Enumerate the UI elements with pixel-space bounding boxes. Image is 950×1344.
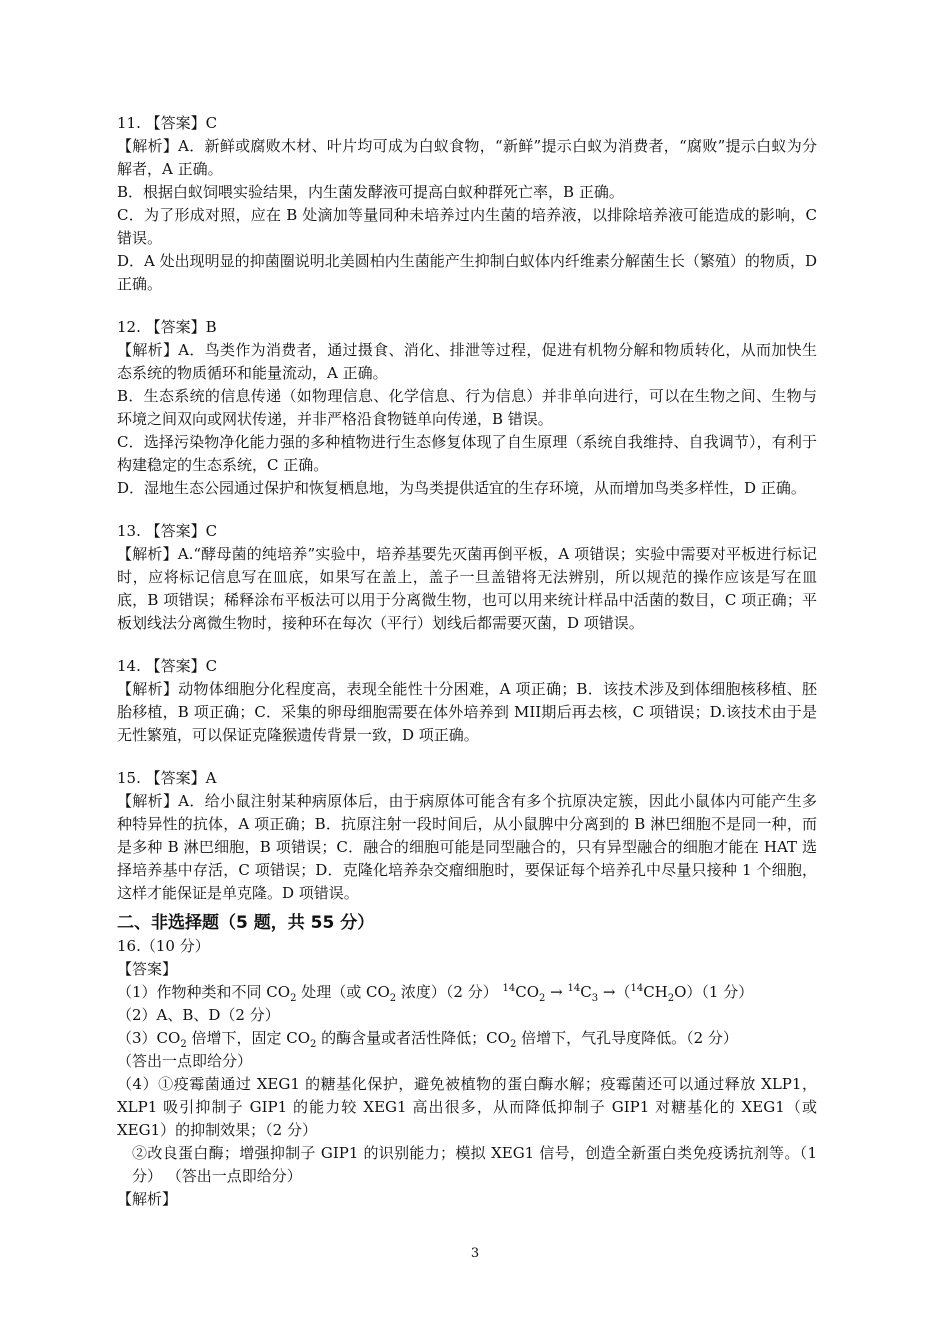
q16-part3-note: （答出一点即给分） [117,1052,253,1070]
q12-analysis-d: D．湿地生态公园通过保护和恢复栖息地，为鸟类提供适宜的生存环境，从而增加鸟类多样性，D 正确。 [117,479,806,497]
section-title: 二、非选择题（5 题，共 55 分） [117,913,375,933]
q11-analysis-c: C．为了形成对照，应在 B 处滴加等量同种未培养过内生菌的培养液，以排除培养液可能造成的影响，C 错误。 [117,206,817,247]
q12-answer: 12. 【答案】B [117,318,217,336]
q15-analysis: 【解析】A．给小鼠注射某种病原体后，由于病原体可能含有多个抗原决定簇，因此小鼠体内可能产生多种特异性的抗体，A 项正确；B．抗原注射一段时间后，从小鼠脾中分离到的 B 淋巴细胞不是同一种，而是多种 B 淋巴细胞，B 项错误；C．融合的细胞可能是同型融合的，只有异型融合的细胞才能在 HAT 选择培养基中存活，C 项错误；D．克隆化培养杂交瘤细胞时，要保证每个培养孔中尽量只接种 1 个细胞，这样才能保证是单克隆。D 项错误。 [117,792,817,902]
q12-analysis-b: B．生态系统的信息传递（如物理信息、化学信息、行为信息）并非单向进行，可以在生物之间、生物与环境之间双向或网状传递，并非严格沿食物链单向传递，B 错误。 [117,387,817,428]
document-page [117,112,817,1211]
q13-analysis: 【解析】A.“酵母菌的纯培养”实验中，培养基要先灭菌再倒平板，A 项错误；实验中需要对平板进行标记时，应将标记信息写在皿底，如果写在盖上，盖子一旦盖错将无法辨别，所以规范的操作应该是写在皿底，B 项错误；稀释涂布平板法可以用于分离微生物，也可以用来统计样品中活菌的数目，C 项正确；平板划线法分离微生物时，接种环在每次（平行）划线后都需要灭菌，D 项错误。 [117,545,817,632]
q15-answer: 15. 【答案】A [117,769,217,787]
q16-header: 16.（10 分） [117,937,210,955]
page-number: 3 [470,1246,480,1261]
q11-analysis-b: B．根据白蚁饲喂实验结果，内生菌发酵液可提高白蚁种群死亡率，B 正确。 [117,183,624,201]
q12-analysis-c: C．选择污染物净化能力强的多种植物进行生态修复体现了自生原理（系统自我维持、自我调节），有利于构建稳定的生态系统，C 正确。 [117,433,817,474]
q14-analysis: 【解析】动物体细胞分化程度高，表现全能性十分困难，A 项正确；B．该技术涉及到体细胞核移植、胚胎移植，B 项正确；C．采集的卵母细胞需要在体外培养到 MII期后再去核，C 项错误；D.该技术由于是无性繁殖，可以保证克隆猴遗传背景一致，D 项正确。 [117,680,817,744]
q12-analysis-a: 【解析】A．鸟类作为消费者，通过摄食、消化、排泄等过程，促进有机物分解和物质转化，从而加快生态系统的物质循环和能量流动，A 正确。 [117,341,817,382]
q16-answer-label: 【答案】 [117,960,178,978]
q11-analysis-a: 【解析】A．新鲜或腐败木材、叶片均可成为白蚁食物，“新鲜”提示白蚁为消费者，“腐败”提示白蚁为分解者，A 正确。 [117,137,817,178]
q13-answer: 13. 【答案】C [117,522,218,540]
q11-analysis-d: D．A 处出现明显的抑菌圈说明北美圆柏内生菌能产生抑制白蚁体内纤维素分解菌生长（繁殖）的物质，D 正确。 [117,252,817,293]
q16-part5: ②改良蛋白酶；增强抑制子 GIP1 的识别能力；模拟 XEG1 信号，创造全新蛋白类免疫诱抗剂等。（1 分） （答出一点即给分） [132,1144,817,1185]
q11-answer: 11. 【答案】C [117,114,218,132]
q16-analysis-label: 【解析】 [117,1190,178,1208]
q16-part2: （2）A、B、D（2 分） [117,1006,280,1024]
q16-part1: （1）作物种类和不同 $CO_2$ 处理（或 $CO_2$ 浓度）（2 分） $^{14}CO_2 \to ^{14}C_3 \to(^{14}CH_2O)(1$ 分） [117,983,754,1004]
q16-part4: （4）①疫霉菌通过 XEG1 的糖基化保护，避免被植物的蛋白酶水解；疫霉菌还可以通过释放 XLP1，XLP1 吸引抑制子 GIP1 的能力较 XEG1 高出很多，从而降低抑制子 GIP1 对糖基化的 XEG1（或 XEG1）的抑制效果；（2 分） [117,1075,817,1139]
q14-answer: 14. 【答案】C [117,657,218,675]
q16-part3: $(3)CO_2$ 倍增下，固定 $CO_2$ 的酶含量或者活性降低；$CO_2$ 倍增下，气孔导度降低。（2 分） [117,1029,738,1050]
